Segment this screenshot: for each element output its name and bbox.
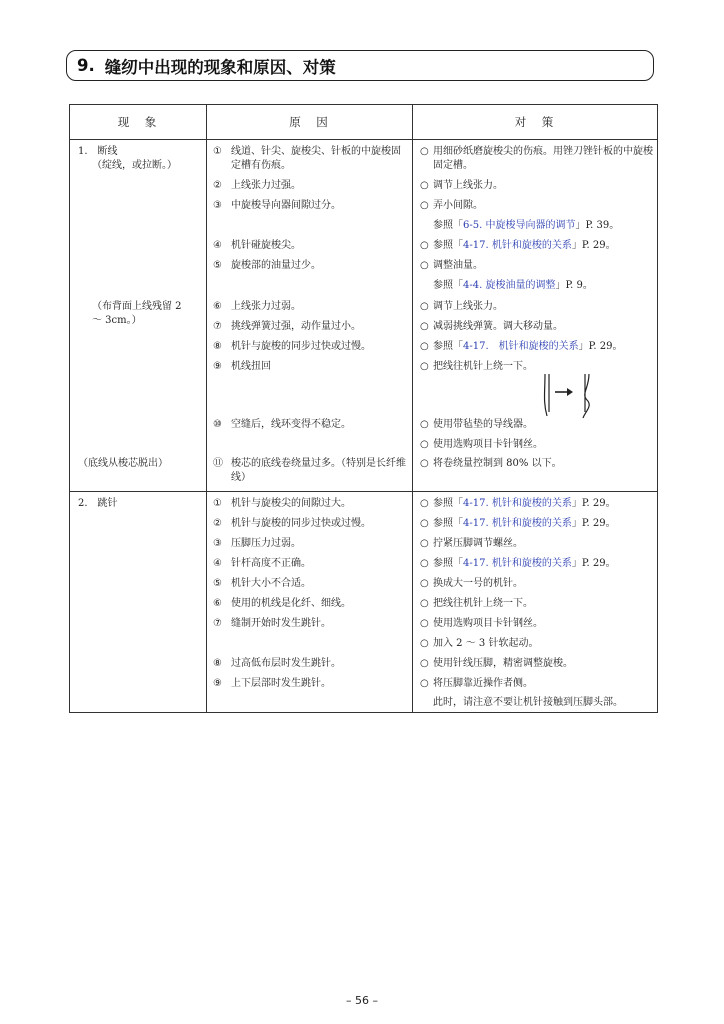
- header-cause: 原 因: [207, 105, 413, 140]
- phenomenon-cell: [70, 492, 207, 713]
- reference-link: 6-5. 中旋梭导向器的调节: [463, 220, 576, 231]
- section-title: 缝纫中出现的现象和原因、对策: [104, 57, 336, 77]
- phenomenon-skipped-stitch: 2. 跳针: [78, 498, 118, 509]
- section-number: 9.: [77, 56, 95, 75]
- countermeasure-cell: ○ 用细砂纸磨旋梭尖的伤痕。用锉刀锉针板的中旋梭固定槽。 ○ 调节上线张力。 ○ 弄小间隙。 参照「6-5. 中旋梭导向器的调节」P. 39。 ○ 参照「4-17. 机针和旋梭的关系」P. 29。 ○ 调整油量。 参照「4-4. 旋梭油量的调整」P. 9。 ○ 调节上线张力。 ○ 减弱挑线弹簧。调大移动量。 ○ 参照「4-17. 机针和旋梭的关系」P. 29。 ○ 把线往机针上绕一下。 ○ 使用带毡垫的导线器。 ○ 使用选购项目卡针钢丝。 ○ 将卷绕量控制到 80% 以下。: [413, 140, 658, 492]
- reference-link: 4-17. 机针和旋梭的关系: [463, 518, 572, 529]
- table-row: [70, 140, 658, 492]
- phenomenon-note: （底线从梭芯脱出）: [78, 458, 168, 469]
- phenomenon-thread-breakage: 1. 断线: [78, 146, 118, 157]
- cause-cell: ① 机针与旋梭尖的间隙过大。 ② 机针与旋梭的同步过快或过慢。 ③ 压脚压力过弱。 ④ 针杆高度不正确。 ⑤ 机针大小不合适。 ⑥ 使用的机线是化纤、细线。 ⑦ 缝制开始时发生跳针。 ⑧ 过高低布层时发生跳针。 ⑨ 上下层部时发生跳针。: [207, 492, 413, 713]
- header-countermeasure: 对 策: [413, 105, 658, 140]
- phenomenon-note: ～ 3cm。）: [92, 315, 142, 326]
- phenomenon-cell: [70, 140, 207, 492]
- page-number: – 56 –: [346, 994, 378, 1007]
- cause-cell: ① 线道、针尖、旋梭尖、针板的中旋梭固定槽有伤痕。 ② 上线张力过强。 ③ 中旋梭导向器间隙过分。 ④ 机针碰旋梭尖。 ⑤ 旋梭部的油量过少。 ⑥ 上线张力过弱。 ⑦ 挑线弹簧过强，动作量过小。 ⑧ 机针与旋梭的同步过快或过慢。 ⑨ 机线扭回 ⑩ 空缝后，线环变得不稳定。 ⑪ 梭芯的底线卷绕量过多。（特别是长纤维线）: [207, 140, 413, 492]
- thread-winding-sketch-icon: [541, 372, 601, 422]
- section-title-box: [66, 50, 654, 81]
- table-header-row: [70, 105, 658, 140]
- reference-link: 4-17. 机针和旋梭的关系: [463, 240, 572, 251]
- table-row: [70, 492, 658, 713]
- reference-link: 4-4. 旋梭油量的调整: [463, 280, 556, 291]
- header-phenomenon: 现 象: [70, 105, 207, 140]
- reference-link: 4-17. 机针和旋梭的关系: [463, 558, 572, 569]
- phenomenon-note: （绽线，或拉断。）: [92, 160, 177, 171]
- reference-link: 4-17. 机针和旋梭的关系: [463, 498, 572, 509]
- reference-link: 4-17. 机针和旋梭的关系: [463, 341, 579, 352]
- phenomenon-note: （布背面上线残留 2: [92, 301, 182, 312]
- countermeasure-cell: ○ 参照「4-17. 机针和旋梭的关系」P. 29。 ○ 参照「4-17. 机针和旋梭的关系」P. 29。 ○ 拧紧压脚调节螺丝。 ○ 参照「4-17. 机针和旋梭的关系」P. 29。 ○ 换成大一号的机针。 ○ 把线往机针上绕一下。 ○ 使用选购项目卡针钢丝。 ○ 加入 2 ～ 3 针软起动。 ○ 使用针线压脚，精密调整旋梭。 ○ 将压脚靠近操作者侧。 此时，请注意不要让机针接触到压脚头部。: [413, 492, 658, 713]
- troubleshooting-table: [69, 104, 658, 713]
